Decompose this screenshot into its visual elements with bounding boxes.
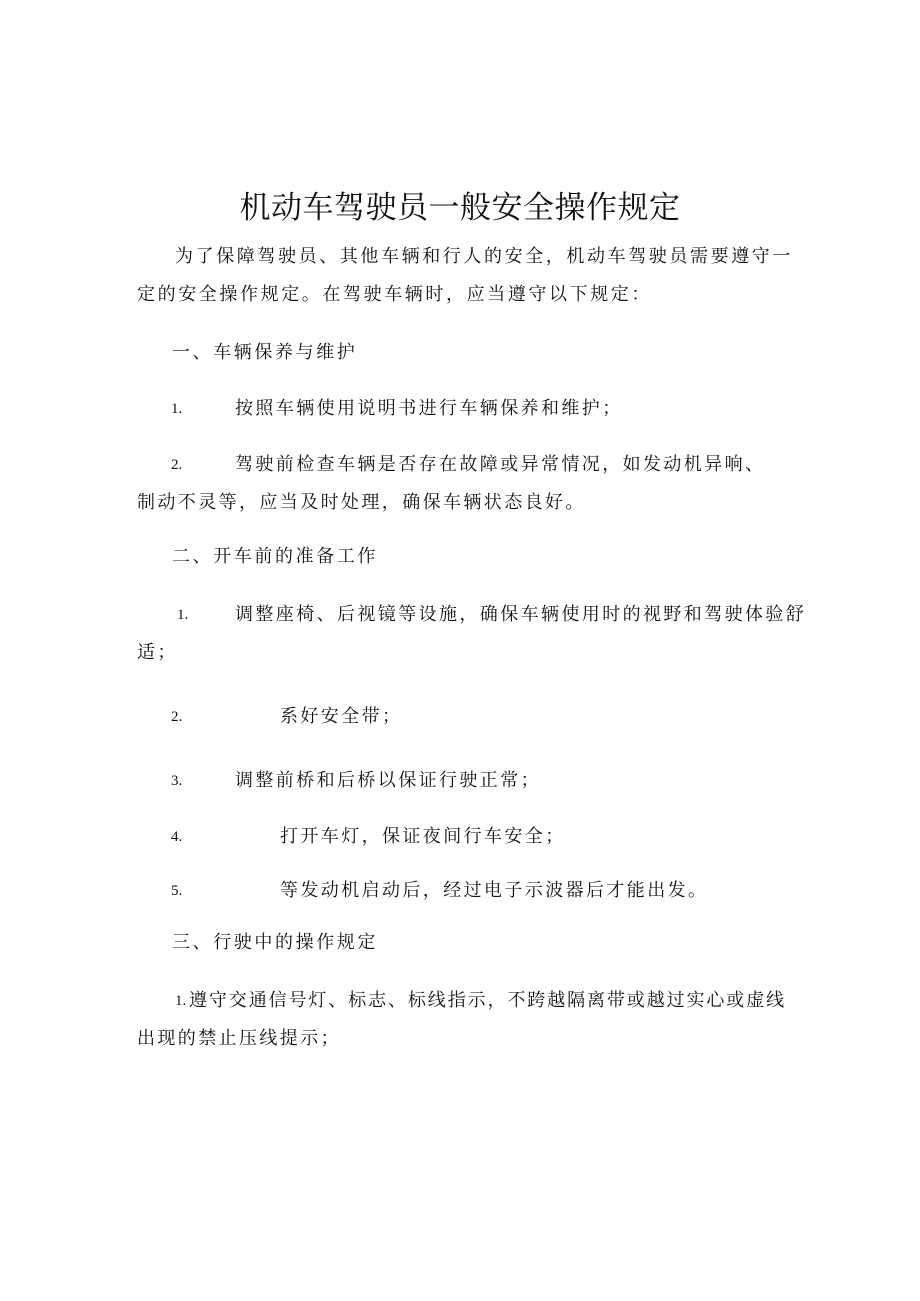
section-heading-3: 三、行驶中的操作规定	[172, 932, 378, 953]
section-2-item-3	[137, 762, 807, 800]
section-1-item-2	[137, 446, 807, 522]
item-number: 3.	[171, 773, 183, 789]
item-number: 5.	[171, 883, 183, 899]
item-text: 等发动机启动后，经过电子示波器后才能出发。	[280, 880, 709, 901]
item-text: 系好安全带；	[280, 706, 403, 727]
intro-paragraph	[137, 238, 797, 314]
item-text-continued: 出现的禁止压线提示；	[137, 1028, 341, 1049]
item-text-continued: 制动不灵等，应当及时处理，确保车辆状态良好。	[137, 492, 586, 513]
section-heading-1: 一、车辆保养与维护	[172, 342, 358, 363]
item-text: 按照车辆使用说明书进行车辆保养和维护；	[235, 398, 623, 419]
item-number: 4.	[171, 829, 183, 845]
item-text: 驾驶前检查车辆是否存在故障或异常情况，如发动机异响、	[235, 454, 766, 475]
item-number: 1.	[177, 607, 189, 623]
section-1-item-1	[137, 390, 807, 428]
item-text: 打开车灯，保证夜间行车安全；	[280, 826, 566, 847]
intro-line-1: 为了保障驾驶员、其他车辆和行人的安全，机动车驾驶员需要遵守一	[175, 246, 793, 267]
section-heading-2: 二、开车前的准备工作	[172, 546, 378, 567]
document-title: 机动车驾驶员一般安全操作规定	[239, 190, 681, 226]
intro-line-2: 定的安全操作规定。在驾驶车辆时，应当遵守以下规定：	[137, 284, 652, 305]
item-number: 2.	[171, 457, 183, 473]
section-2-item-5	[137, 872, 807, 910]
item-number: 1.	[171, 401, 183, 417]
item-text: 调整座椅、后视镜等设施，确保车辆使用时的视野和驾驶体验舒	[235, 604, 807, 625]
section-3-item-1	[137, 982, 807, 1058]
item-number: 1.	[175, 993, 187, 1009]
section-2-item-4	[137, 818, 807, 856]
item-text: 调整前桥和后桥以保证行驶正常；	[235, 770, 541, 791]
item-number: 2.	[171, 709, 183, 725]
section-2-item-1	[137, 596, 807, 672]
section-2-item-2	[137, 698, 807, 736]
item-text: 遵守交通信号灯、标志、标线指示，不跨越隔离带或越过实心或虚线	[189, 990, 786, 1011]
item-text-continued: 适；	[137, 642, 178, 663]
